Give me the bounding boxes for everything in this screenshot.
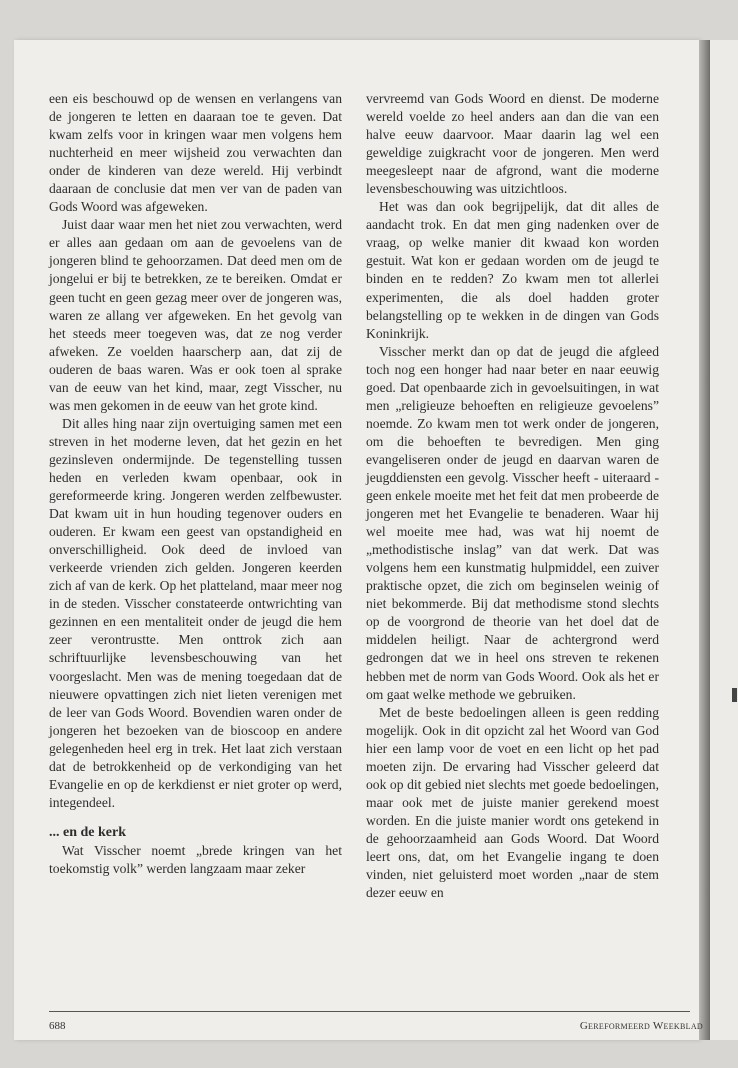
section-heading: ... en de kerk [49, 824, 126, 840]
paragraph: Dit alles hing naar zijn overtuiging samen met een streven in het moderne leven, dat het gezin en het gezinsleven ondermijnde. De tegenstelling tussen heden en verleden kwam openbaar, ook in gereformeerde kring. Jongeren werden zelfbewuster. Dat kwam uit in hun houding tegenover ouders en ouderen. Er kwam een geest van opstandigheid en onverschilligheid. Ook deed de invloed van verkeerde vrienden zich gelden. Jongeren keerden zich af van de kerk. Op het platteland, maar meer nog in de steden. Visscher constateerde ontwrichting van gezinnen en een mentaliteit onder de jeugd die hem zeer verontrustte. Men onttrok zich aan schriftuurlijke levensbeschouwing van het voorgeslacht. Men was de mening toegedaan dat de nieuwere opvattingen zich niet lieten verenigen met de leer van Gods Woord. Bovendien waren onder de jongeren het bezoeken van de bioscoop en andere gelegenheden heel erg in trek. Het laat zich verstaan dat de betrokkenheid op de verkondiging van het Evangelie en op de kerkdienst er niet groter op werd, integendeel. [49, 415, 342, 810]
left-text-column [49, 90, 342, 878]
page-gutter [699, 40, 710, 1040]
paragraph: Het was dan ook begrijpelijk, dat dit alles de aandacht trok. En dat men ging nadenken over de vraag, op welke manier dit kwaad kon worden gestuit. Wat kon er gedaan worden om de jeugd te binden en te redden? Zo kwam men tot allerlei experimenten, die als doel hadden groter belangstelling op te wekken in de dingen van Gods Koninkrijk. [366, 199, 659, 341]
right-text-column [366, 90, 659, 902]
adjacent-page-edge [710, 40, 738, 1040]
paragraph: Visscher merkt dan op dat de jeugd die afgleed toch nog een honger had naar beter en naar eeuwig goed. Dat openbaarde zich in gevoelsuitingen, in wat men „religieuze behoeften en religieuze gevoelens” noemde. Zo kwam men tot werk onder de jongeren, om die behoeften te bevredigen. Men ging evangeliseren onder de jeugd en daarvan waren de jeugddiensten een gevolg. Visscher heeft - uiteraard - geen enkele moeite met het feit dat men probeerde de jongeren met het Evangelie te benaderen. Waar hij wel moeite mee had, was wat hij noemt de „methodistische inslag” van dat werk. Dat was volgens hem een kunstmatig hulpmiddel, een zuiver praktische opzet, die zich om beginselen weinig of niet bekommerde. Bij dat methodisme stond slechts op de voorgrond de theorie van het doel dat de middelen heiligt. Naar de achtergrond werd gedrongen dat we in heel ons streven te rekenen hebben met de norm van Gods Woord. Ook als het er om gaat welke methode we gebruiken. [366, 343, 659, 702]
paragraph: Wat Visscher noemt „brede kringen van het toekomstig volk” werden langzaam maar zeker [49, 842, 342, 876]
paragraph: Juist daar waar men het niet zou verwachten, werd er alles aan gedaan om aan de gevoelens van de jongeren blind te gehoorzamen. Dat deed men om de jongelui er bij te betrekken, ze te bereiken. Omdat er geen tucht en geen gezag meer over de jongeren was, waren ze allang ver afgeweken. En het gevolg van het steeds meer toegeven was, dat ze nog verder afweken. Ze voelden haarscherp aan, dat zij de ouderen de baas waren. Was er ook toen al sprake van de eeuw van het kind, maar, zegt Visscher, nu was men gekomen in de eeuw van het grote kind. [49, 217, 342, 413]
page-number: 688 [49, 1020, 66, 1032]
paragraph: vervreemd van Gods Woord en dienst. De moderne wereld voelde zo heel anders aan dan die van een halve eeuw daarvoor. Maar daarin lag wel een geweldige zuigkracht voor de jongeren. Men werd meegesleept naar de afgrond, want die moderne levensbeschouwing was uitzichtloos. [366, 91, 659, 197]
paragraph: een eis beschouwd op de wensen en verlangens van de jongeren te letten en daaraan toe te geven. Dat kwam zelfs voor in kringen waar men volgens hem nuchterheid en meer wijsheid zou verwachten dan onder de kinderen van deze wereld. Hij verbindt daaraan de conclusie dat men ver van de paden van Gods Woord was afgeweken. [49, 91, 342, 215]
paragraph: Met de beste bedoelingen alleen is geen redding mogelijk. Ook in dit opzicht zal het Woord van God hier een lamp voor de voet en een licht op het pad moeten zijn. De ervaring had Visscher geleerd dat ook op dit gebied niet slechts met goede bedoelingen, maar ook met de juiste manier gerekend moest worden. En die juiste manier wordt ons getekend in de gehoorzaamheid aan Gods Woord. Dat Woord leert ons, dat, om het Evangelie ingang te doen vinden, niet geluisterd moet worden „naar de stem dezer eeuw en [366, 704, 659, 901]
publication-name: Gereformeerd Weekblad [579, 1020, 703, 1032]
adjacent-page-mark [732, 688, 737, 702]
footer-rule [49, 1011, 690, 1012]
